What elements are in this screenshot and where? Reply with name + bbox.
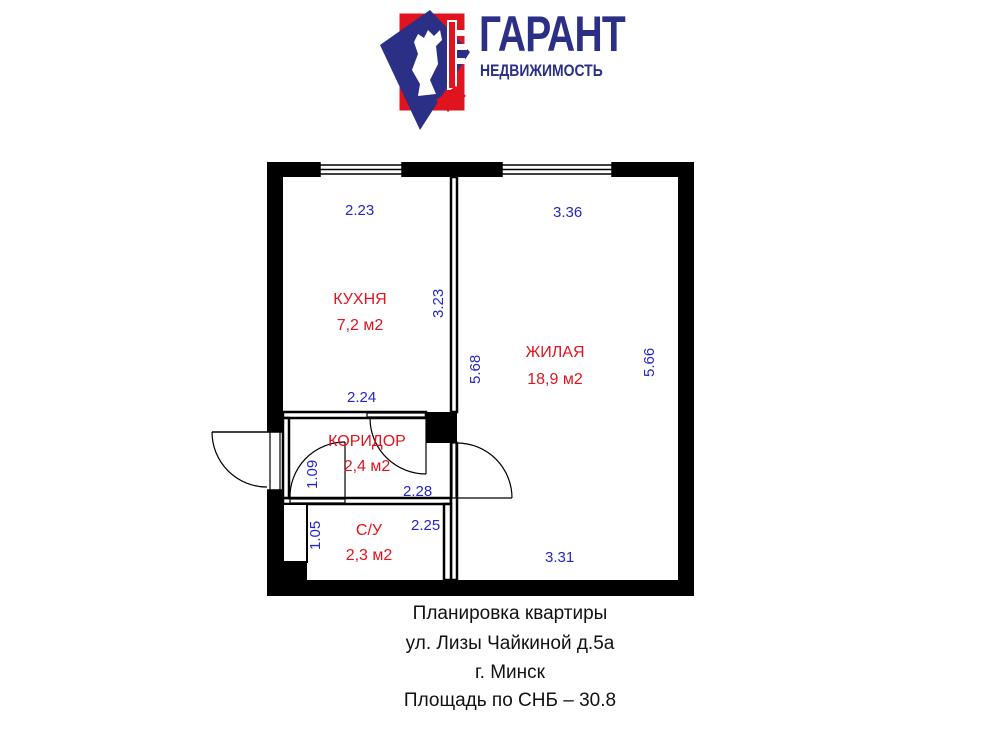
kitchen-dim-right: 3.23 — [430, 288, 447, 318]
corridor-area: 2,4 м2 — [343, 458, 391, 475]
kitchen-area: 7,2 м2 — [336, 317, 384, 334]
caption-title: Планировка квартиры — [412, 603, 608, 624]
bathroom-corner-block — [283, 562, 307, 580]
column-block — [426, 412, 457, 443]
living-name: ЖИЛАЯ — [525, 344, 585, 361]
living-area: 18,9 м2 — [527, 371, 583, 388]
bathroom-area: 2,3 м2 — [345, 547, 393, 564]
living-dim-right: 5.66 — [641, 347, 658, 377]
living-door — [452, 443, 512, 498]
corridor-name: КОРИДОР — [328, 433, 406, 450]
window-kitchen — [320, 162, 402, 177]
bathroom-dim-left: 1.05 — [307, 520, 324, 550]
bathroom-dim-right: 2.25 — [411, 517, 441, 534]
caption-address: ул. Лизы Чайкиной д.5а — [405, 633, 615, 654]
brand-subtitle: НЕДВИЖИМОСТЬ — [480, 61, 603, 80]
living-dim-top: 3.36 — [553, 204, 583, 221]
entrance-door — [212, 432, 283, 490]
living-dim-bottom: 3.31 — [545, 549, 575, 566]
caption-area: Площадь по СНБ – 30.8 — [403, 690, 617, 711]
kitchen-dim-bottom: 2.24 — [347, 389, 377, 406]
corridor-dim-left: 1.09 — [304, 459, 321, 489]
corridor-dim-bottom: 2.28 — [403, 483, 433, 500]
caption-city: г. Минск — [475, 662, 545, 683]
kitchen-name: КУХНЯ — [333, 291, 387, 308]
living-dim-left: 5.68 — [467, 354, 484, 384]
kitchen-dim-top: 2.23 — [345, 202, 375, 219]
brand-name: ГАРАНТ — [479, 6, 625, 62]
bathroom-name: С/У — [355, 522, 383, 539]
window-living — [502, 162, 612, 177]
bathroom-niche — [283, 504, 307, 562]
